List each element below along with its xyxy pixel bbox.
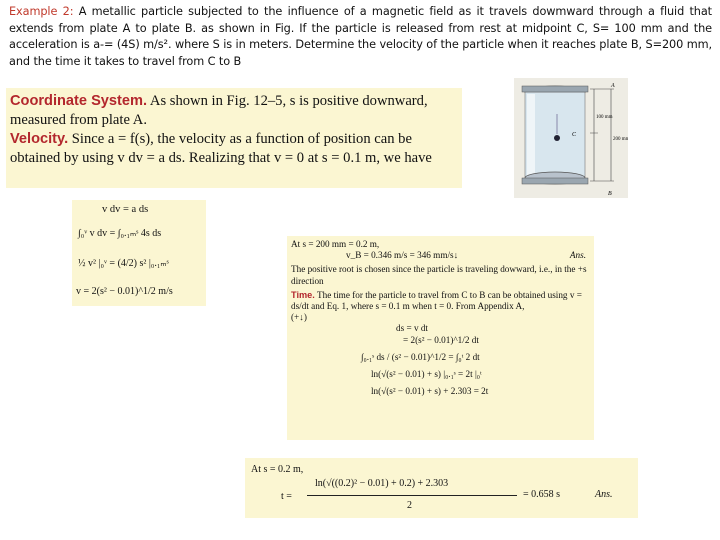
eq-ln-final: ln(√(s² − 0.01) + s) + 2.303 = 2t [371, 386, 489, 397]
velocity-heading: Velocity. [10, 131, 69, 147]
cylinder-diagram [514, 78, 628, 198]
eq-integral: ∫₀ᵛ v dv = ∫₀.₁ₘˢ 4s ds [78, 228, 162, 239]
problem-text: A metallic particle subjected to the influence of a magnetic field as it travels dowmward through a fluid that extends from plate A to plate B. as shown in Fig. If the particle is released from rest at midpoint C, S= 100 mm and the acceleration is a-= (4S) m/s². where S is in meters. Determine the velocity of the particle when it reaches plate B, S=200 mm, and the time it takes to travel from C to B [9, 5, 712, 68]
eq-ds: ds = v dt [396, 323, 428, 334]
final-numerator: ln(√((0.2)² − 0.01) + 0.2) + 2.303 [315, 478, 449, 489]
final-at-s: At s = 0.2 m, [251, 464, 304, 475]
time-paragraph [291, 290, 590, 312]
label-a: A [611, 83, 615, 89]
solution-panel [6, 88, 462, 188]
time-heading: Time. [291, 289, 315, 300]
eq-vdv: v dv = a ds [102, 204, 149, 215]
problem-statement [9, 4, 712, 70]
label-c: C [572, 132, 577, 138]
time-text: The time for the particle to travel from C to B can be obtained using v = ds/dt and Eq. 1, where s = 0.1 m when t = 0. From Appendix A, [291, 289, 582, 312]
final-denominator: 2 [407, 500, 412, 511]
vb-line [291, 250, 590, 261]
velocity-text: Since a = f(s), the velocity as a function of position can be obtained by using v dv = a ds. Realizing that v = 0 at s = 0.1 m, we have [10, 131, 432, 166]
at-s-line: At s = 200 mm = 0.2 m, [291, 239, 380, 249]
final-panel [245, 458, 638, 518]
eq-ln: ln(√(s² − 0.01) + s) |₀.₁ˢ = 2t |₀ᵗ [371, 369, 482, 380]
final-t-label: t = [281, 491, 292, 502]
final-value: = 0.658 s [523, 489, 561, 500]
cylinder-figure [514, 78, 628, 198]
coordinate-system-text: As shown in Fig. 12–5, s is positive downward, measured from plate A. [10, 93, 428, 128]
example-label: Example 2: [9, 5, 74, 18]
vb-value: v_B = 0.346 m/s = 346 mm/s↓ [346, 250, 459, 261]
dim-100: 100 mm [596, 115, 613, 120]
final-ans: Ans. [595, 489, 613, 500]
particle-icon [554, 135, 560, 141]
positive-root-text: The positive root is chosen since the particle is traveling dowward, i.e., in the +s direction [291, 264, 587, 286]
integration-panel [72, 200, 206, 306]
result-panel [287, 236, 594, 440]
fraction-bar [307, 495, 517, 496]
eq-time-integral: ∫₀.₁ˢ ds / (s² − 0.01)^1/2 = ∫₀ᵗ 2 dt [361, 351, 480, 362]
label-b: B [608, 191, 612, 197]
eq-velocity: v = 2(s² − 0.01)^1/2 m/s [76, 286, 173, 297]
sign-convention: (+↓) [291, 312, 307, 323]
ans-label: Ans. [569, 250, 586, 261]
coordinate-system-heading: Coordinate System. [10, 93, 148, 109]
eq-ds2: = 2(s² − 0.01)^1/2 dt [403, 334, 479, 345]
eq-evaluated: ½ v² |₀ᵛ = (4/2) s² |₀.₁ₘˢ [78, 258, 169, 269]
dim-200: 200 mm [613, 137, 628, 142]
